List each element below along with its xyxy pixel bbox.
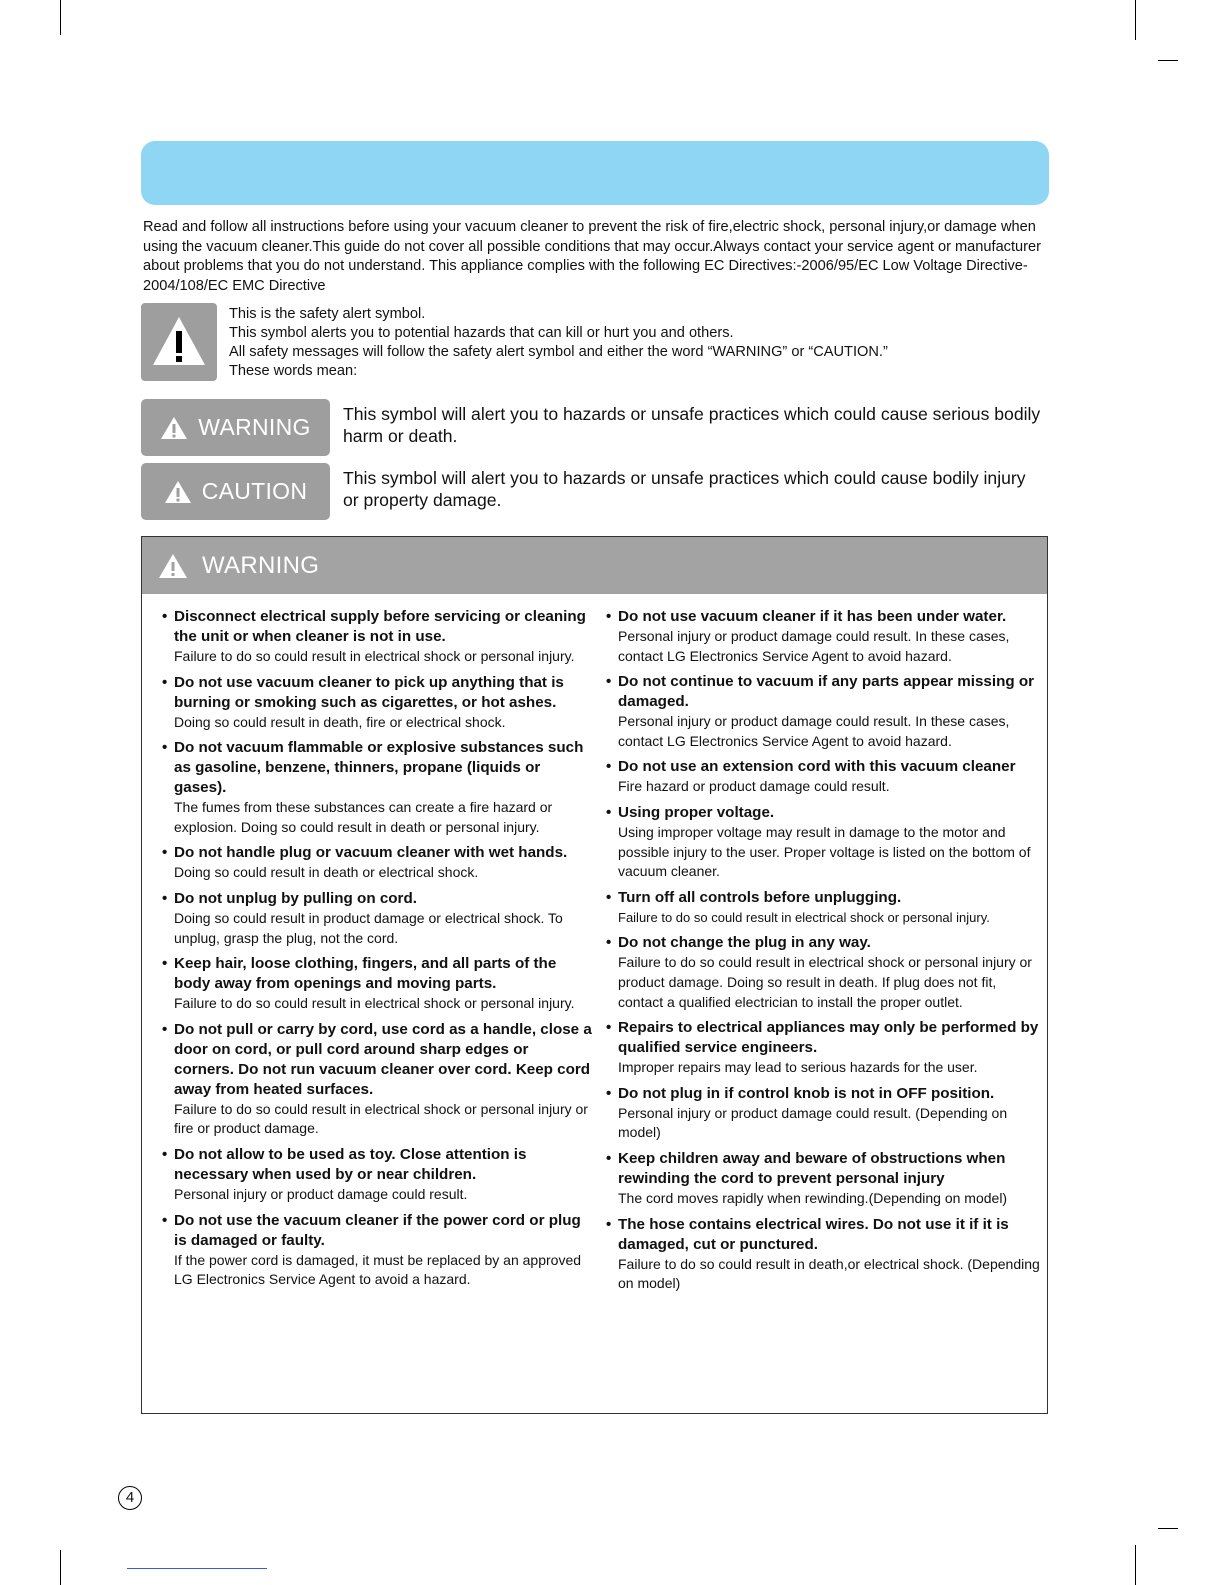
bullet: • xyxy=(606,1084,612,1102)
item-title: Do not unplug by pulling on cord. xyxy=(174,889,417,907)
item-title: Do not use vacuum cleaner if it has been under water. xyxy=(618,608,1007,625)
bullet: • xyxy=(162,1145,168,1163)
warning-triangle-icon xyxy=(164,480,192,504)
item-desc: Failure to do so could result in electrical shock or personal injury or fire or product damage. xyxy=(174,1100,588,1137)
warning-section xyxy=(141,536,1048,1414)
bullet: • xyxy=(162,955,168,973)
list-item xyxy=(162,1211,592,1290)
bullet: • xyxy=(162,1211,168,1229)
item-desc: Failure to do so could result in electrical shock or personal injury. xyxy=(174,648,575,664)
bullet: • xyxy=(162,1020,168,1038)
item-title: Do not use an extension cord with this vacuum cleaner xyxy=(618,758,1016,776)
warning-section-title: WARNING xyxy=(202,551,320,579)
item-title: Using proper voltage. xyxy=(618,803,775,821)
crop-mark xyxy=(1135,1545,1136,1585)
list-item xyxy=(162,1145,592,1205)
warning-triangle-icon xyxy=(160,416,188,440)
list-item xyxy=(162,889,592,948)
bullet: • xyxy=(162,608,168,625)
bullet: • xyxy=(606,673,612,691)
bullet: • xyxy=(606,934,612,952)
crop-mark xyxy=(1158,1528,1178,1529)
caution-label xyxy=(141,463,330,520)
item-desc: Personal injury or product damage could result. In these cases, contact LG Electronics Service Agent to avoid hazard. xyxy=(618,713,1010,749)
item-title: Repairs to electrical appliances may only be performed by qualified service engineers. xyxy=(618,1019,1039,1057)
warning-list-left xyxy=(162,607,592,1296)
item-desc: Fire hazard or product damage could result. xyxy=(618,778,890,795)
warning-triangle-icon xyxy=(141,303,217,381)
item-desc: Using improper voltage may result in damage to the motor and possible injury to the user. Proper voltage is listed on the bottom of vacuum cleaner. xyxy=(618,823,1031,880)
item-desc: Personal injury or product damage could result. In these cases, contact LG Electronics Service Agent to avoid hazard. xyxy=(618,628,1010,664)
warning-description: This symbol will alert you to hazards or unsafe practices which could cause serious bodily harm or death. xyxy=(343,404,1041,446)
bullet: • xyxy=(606,803,612,821)
bullet: • xyxy=(606,888,612,906)
footer-link-line xyxy=(127,1568,267,1569)
bullet: • xyxy=(162,673,168,691)
list-item xyxy=(162,954,592,1014)
item-title: Keep hair, loose clothing, fingers, and all parts of the body away from openings and moving parts. xyxy=(174,955,557,993)
list-item xyxy=(162,738,592,837)
item-desc: Failure to do so could result in death,or electrical shock. (Depending on model) xyxy=(618,1255,1040,1292)
list-item xyxy=(606,1149,1044,1209)
item-title: Do not pull or carry by cord, use cord as a handle, close a door on cord, or pull cord around sharp edges or corners. Do not run vacuum cleaner over cord. Keep cord away from heated surfaces. xyxy=(174,1020,592,1098)
item-title: Do not change the plug in any way. xyxy=(618,934,871,952)
item-title: Do not plug in if control knob is not in OFF position. xyxy=(618,1084,995,1102)
list-item xyxy=(162,843,592,883)
warning-list-right xyxy=(606,607,1044,1300)
crop-mark xyxy=(60,1550,61,1585)
item-desc: Doing so could result in death or electrical shock. xyxy=(174,864,479,881)
item-desc: The cord moves rapidly when rewinding.(Depending on model) xyxy=(618,1189,1008,1206)
item-title: Do not vacuum flammable or explosive substances such as gasoline, benzene, thinners, propane (liquids or gases). xyxy=(174,739,584,797)
item-title: The hose contains electrical wires. Do not use it if it is damaged, cut or punctured. xyxy=(618,1215,1009,1253)
caution-description: This symbol will alert you to hazards or unsafe practices which could cause bodily injury or property damage. xyxy=(343,468,1026,510)
item-desc: The fumes from these substances can create a fire hazard or explosion. Doing so could result in death or personal injury. xyxy=(174,799,553,835)
list-item xyxy=(606,672,1044,751)
bullet: • xyxy=(606,758,612,776)
crop-mark xyxy=(1135,0,1136,40)
warning-label-text: WARNING xyxy=(198,414,311,440)
bullet: • xyxy=(162,739,168,757)
crop-mark xyxy=(60,0,61,35)
warning-triangle-icon xyxy=(158,553,188,579)
item-title: Do not continue to vacuum if any parts appear missing or damaged. xyxy=(618,673,1035,711)
alert-line: All safety messages will follow the safety alert symbol and either the word “WARNING” or “CAUTION.” xyxy=(229,344,888,360)
title-banner xyxy=(141,141,1049,205)
item-title: Do not use the vacuum cleaner if the power cord or plug is damaged or faulty. xyxy=(174,1211,581,1249)
list-item xyxy=(606,1084,1044,1143)
safety-alert-symbol xyxy=(141,303,217,381)
item-desc: Doing so could result in product damage or electrical shock. To unplug, grasp the plug, not the cord. xyxy=(174,909,563,946)
crop-mark xyxy=(1158,60,1178,61)
list-item xyxy=(606,1018,1044,1078)
list-item xyxy=(606,888,1044,928)
item-title: Keep children away and beware of obstructions when rewinding the cord to prevent personal injury xyxy=(618,1149,1006,1187)
alert-symbol-explanation xyxy=(229,305,1049,381)
list-item xyxy=(162,607,592,667)
item-title: Do not allow to be used as toy. Close attention is necessary when used by or near children. xyxy=(174,1145,527,1183)
item-title: Do not use vacuum cleaner to pick up anything that is burning or smoking such as cigarettes, or hot ashes. xyxy=(174,673,564,711)
caution-label-text: CAUTION xyxy=(201,478,308,504)
item-desc: If the power cord is damaged, it must be replaced by an approved LG Electronics Service Agent to avoid a hazard. xyxy=(174,1251,582,1288)
bullet: • xyxy=(162,844,168,862)
list-item xyxy=(606,803,1044,882)
item-desc: Failure to do so could result in electrical shock or personal injury. xyxy=(618,909,990,925)
warning-label xyxy=(141,399,330,456)
bullet: • xyxy=(606,608,612,625)
item-desc: Failure to do so could result in electrical shock or personal injury. xyxy=(174,995,575,1012)
warning-section-header xyxy=(142,537,1047,594)
list-item xyxy=(606,1215,1044,1294)
item-desc: Personal injury or product damage could result. (Depending on model) xyxy=(618,1104,1008,1141)
list-item xyxy=(162,673,592,733)
bullet: • xyxy=(606,1019,612,1037)
page-number: 4 xyxy=(118,1486,142,1510)
list-item xyxy=(606,933,1044,1012)
item-desc: Doing so could result in death, fire or electrical shock. xyxy=(174,713,506,730)
bullet: • xyxy=(606,1215,612,1233)
bullet: • xyxy=(606,1149,612,1167)
alert-line: These words mean: xyxy=(229,363,358,379)
item-title: Do not handle plug or vacuum cleaner with wet hands. xyxy=(174,844,568,862)
list-item xyxy=(162,1020,592,1139)
item-desc: Personal injury or product damage could result. xyxy=(174,1185,468,1202)
bullet: • xyxy=(162,889,168,907)
item-desc: Improper repairs may lead to serious hazards for the user. xyxy=(618,1059,978,1076)
item-desc: Failure to do so could result in electrical shock or personal injury or product damage. Doing so result in death. If plug does not fit, contact a qualified electrician to install the proper outlet. xyxy=(618,954,1032,1010)
item-title: Turn off all controls before unplugging. xyxy=(618,888,902,906)
alert-line: This is the safety alert symbol. xyxy=(229,306,426,322)
list-item xyxy=(606,757,1044,797)
list-item xyxy=(606,607,1044,666)
intro-text: Read and follow all instructions before using your vacuum cleaner to prevent the risk of fire,electric shock, personal injury,or damage when using the vacuum cleaner.This guide do not cover all possible conditions that may occur.Always contact your service agent or manufacturer about problems that you do not understand. This appliance complies with the following EC Directives:-2006/95/EC Low Voltage Directive-2004/108/EC EMC Directive xyxy=(143,219,1041,294)
alert-line: This symbol alerts you to potential hazards that can kill or hurt you and others. xyxy=(229,325,734,341)
item-title: Disconnect electrical supply before servicing or cleaning the unit or when cleaner is not in use. xyxy=(174,608,586,645)
